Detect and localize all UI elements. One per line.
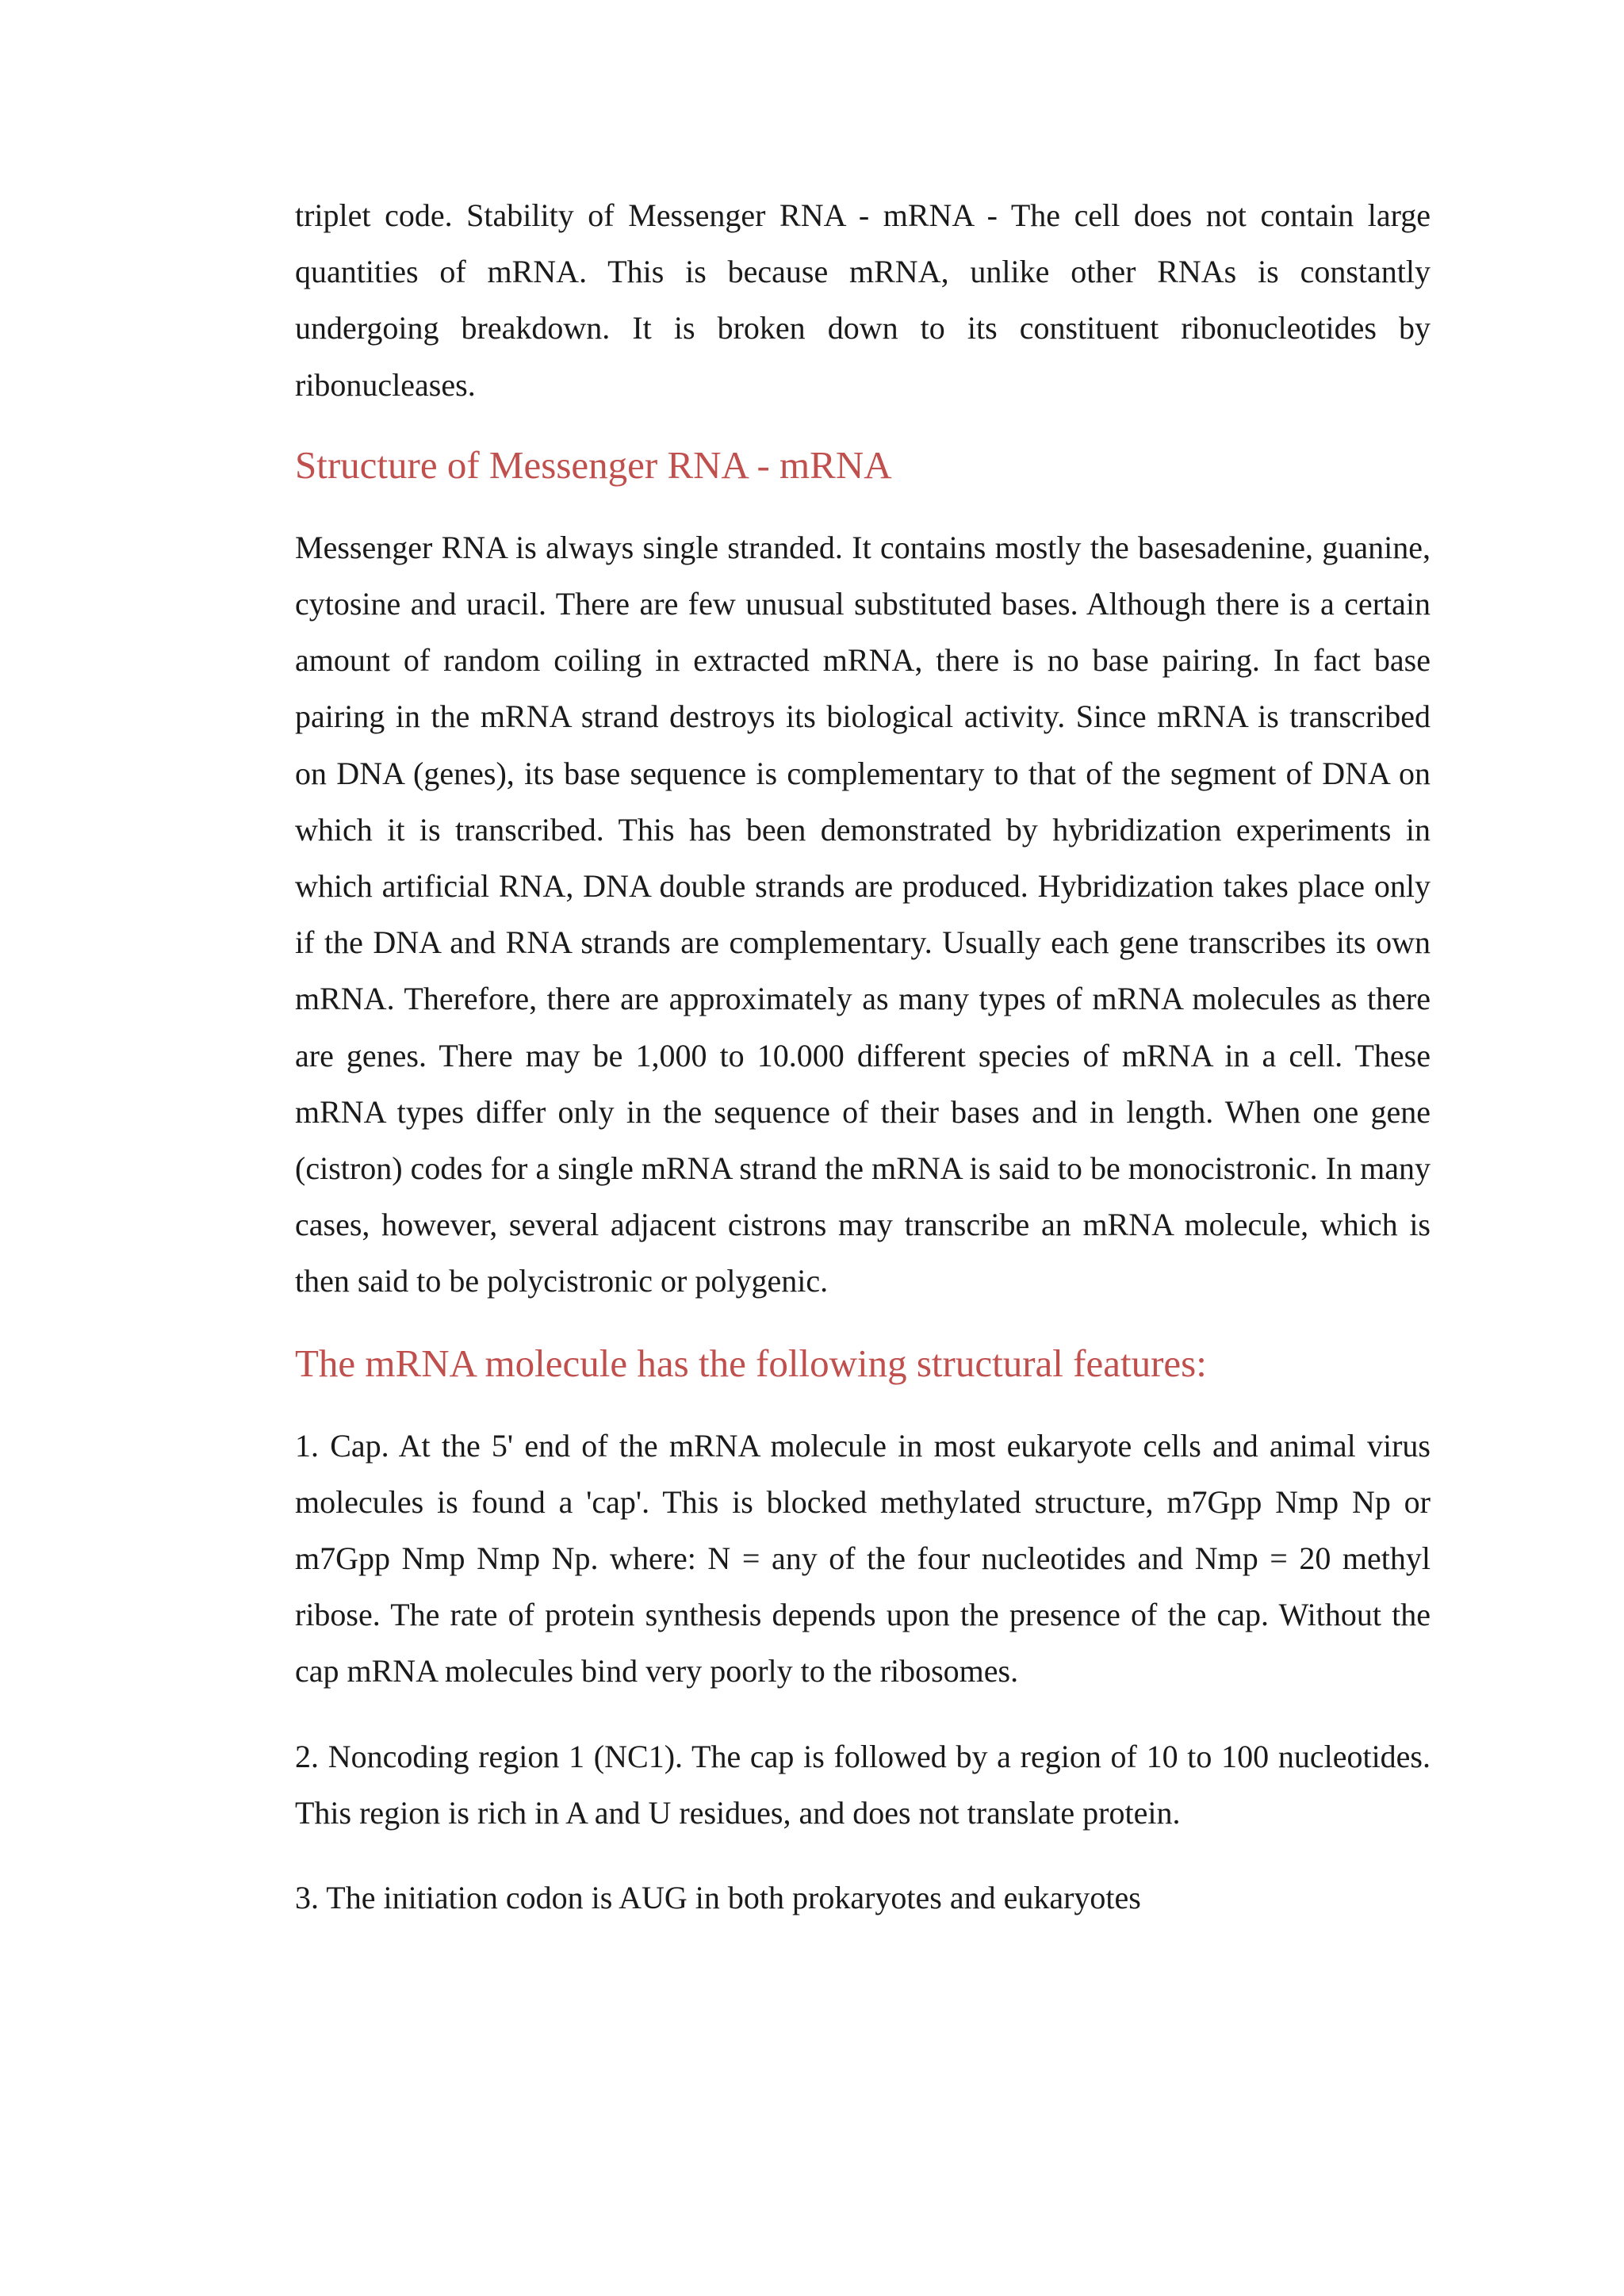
structure-paragraph: Messenger RNA is always single stranded. It contains mostly the basesadenine, guanine, cytosine and uracil. There are few unusual substituted bases. Although there is a certain amount of random coiling in extracted mRNA, there is no base pairing. In fact base pairing in the mRNA strand destroys its biological activity. Since mRNA is transcribed on DNA (genes), its base sequence is complementary to that of the segment of DNA on which it is transcribed. This has been demonstrated by hybridization experiments in which artificial RNA, DNA double strands are produced. Hybridization takes place only if the DNA and RNA strands are complementary. Usually each gene transcribes its own mRNA. Therefore, there are approximately as many types of mRNA molecules as there are genes. There may be 1,000 to 10.000 different species of mRNA in a cell. These mRNA types differ only in the sequence of their bases and in length. When one gene (cistron) codes for a single mRNA strand the mRNA is said to be monocistronic. In many cases, however, several adjacent cistrons may transcribe an mRNA molecule, which is then said to be polycistronic or polygenic. <box>295 529 1431 1299</box>
section-heading-features: The mRNA molecule has the following structural features: <box>295 1341 1207 1385</box>
feature-item-cap: 1. Cap. At the 5' end of the mRNA molecule in most eukaryote cells and animal virus molecules is found a 'cap'. This is blocked methylated structure, m7Gpp Nmp Np or m7Gpp Nmp Nmp Np. where: N = any of the four nucleotides and Nmp = 20 methyl ribose. The rate of protein synthesis depends upon the presence of the cap. Without the cap mRNA molecules bind very poorly to the ribosomes. <box>295 1427 1431 1689</box>
feature-item-initiation-codon: 3. The initiation codon is AUG in both prokaryotes and eukaryotes <box>295 1880 1141 1916</box>
intro-paragraph: triplet code. Stability of Messenger RNA - mRNA - The cell does not contain large quantities of mRNA. This is because mRNA, unlike other RNAs is constantly undergoing breakdown. It is broken down to its constituent ribonucleotides by ribonucleases. <box>295 197 1431 403</box>
document-page <box>295 187 1431 1926</box>
section-heading-structure: Structure of Messenger RNA - mRNA <box>295 442 892 487</box>
feature-item-noncoding-region: 2. Noncoding region 1 (NC1). The cap is followed by a region of 10 to 100 nucleotides. This region is rich in A and U residues, and does not translate protein. <box>295 1738 1431 1831</box>
